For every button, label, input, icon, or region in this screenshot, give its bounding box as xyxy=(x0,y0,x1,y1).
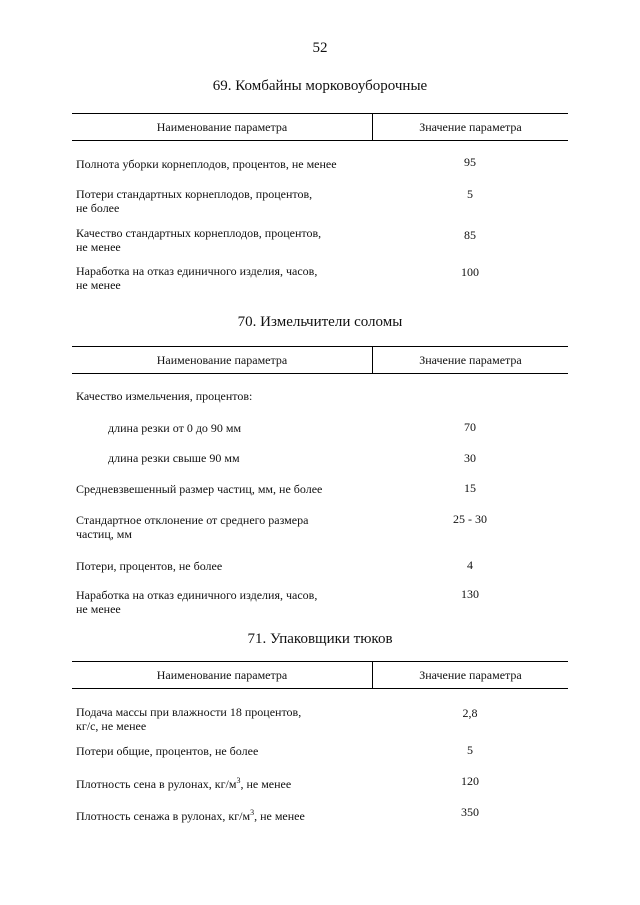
param-value: 4 xyxy=(467,558,473,572)
param-value: 95 xyxy=(464,155,476,169)
param-name-text: Плотность сена в рулонах, кг/м xyxy=(76,777,237,791)
param-name: Полнота уборки корнеплодов, процентов, не менее xyxy=(76,157,337,171)
param-value: 25 - 30 xyxy=(453,512,487,526)
param-name: Качество измельчения, процентов: xyxy=(76,389,253,403)
param-name xyxy=(76,264,366,292)
param-name xyxy=(76,187,366,215)
param-name-line: не менее xyxy=(76,602,121,616)
param-value: 120 xyxy=(461,774,479,788)
param-name-line: Подача массы при влажности 18 процентов, xyxy=(76,705,302,719)
param-name xyxy=(76,513,366,541)
param-name: Потери, процентов, не более xyxy=(76,559,223,573)
param-value: 5 xyxy=(467,187,473,201)
param-value: 85 xyxy=(464,228,476,242)
param-name-line: Потери стандартных корнеплодов, процентов, xyxy=(76,187,313,201)
param-name-line: не менее xyxy=(76,240,121,254)
header-name-cell: Наименование параметра xyxy=(72,347,373,373)
header-value-cell: Значение параметра xyxy=(419,120,522,134)
page-number: 52 xyxy=(312,40,328,56)
header-name-cell: Наименование параметра xyxy=(72,662,373,688)
param-name-line: Наработка на отказ единичного изделия, часов, xyxy=(76,588,318,602)
param-value: 100 xyxy=(461,265,479,279)
param-name: длина резки от 0 до 90 мм xyxy=(108,421,242,435)
param-name xyxy=(76,226,366,254)
header-value-cell: Значение параметра xyxy=(419,668,522,682)
section-70-header xyxy=(72,346,568,374)
param-value: 350 xyxy=(461,805,479,819)
param-name-line: частиц, мм xyxy=(76,527,132,541)
param-name: Потери общие, процентов, не более xyxy=(76,744,259,758)
header-value-cell: Значение параметра xyxy=(419,353,522,367)
param-name-line: кг/с, не менее xyxy=(76,719,147,733)
param-name-text: , не менее xyxy=(254,809,305,823)
header-name-cell: Наименование параметра xyxy=(72,114,373,140)
param-name xyxy=(76,588,366,616)
param-value: 30 xyxy=(464,451,476,465)
param-name-text: , не менее xyxy=(240,777,292,791)
param-name-line: Качество стандартных корнеплодов, процентов, xyxy=(76,226,322,240)
param-name-line: не менее xyxy=(76,278,121,292)
param-name-line: Стандартное отклонение от среднего размера xyxy=(76,513,309,527)
param-value: 15 xyxy=(464,481,476,495)
param-value: 2,8 xyxy=(462,706,478,720)
param-name-line: Наработка на отказ единичного изделия, часов, xyxy=(76,264,318,278)
param-value: 130 xyxy=(461,587,479,601)
param-name: Средневзвешенный размер частиц, мм, не более xyxy=(76,482,323,496)
param-name-text: Плотность сенажа в рулонах, кг/м xyxy=(76,809,251,823)
section-70-title: 70. Измельчители соломы xyxy=(237,314,403,330)
section-69-header xyxy=(72,113,568,141)
section-71-title: 71. Упаковщики тюков xyxy=(247,631,393,647)
param-value: 70 xyxy=(464,420,476,434)
param-name xyxy=(76,774,366,791)
param-name-line: не более xyxy=(76,201,120,215)
param-value: 5 xyxy=(467,743,473,757)
section-69-title: 69. Комбайны морковоуборочные xyxy=(212,78,428,94)
superscript: 3 xyxy=(250,808,255,817)
param-name: длина резки свыше 90 мм xyxy=(108,451,240,465)
section-71-header xyxy=(72,661,568,689)
param-name xyxy=(76,806,366,823)
superscript: 3 xyxy=(236,776,241,785)
param-name xyxy=(76,705,366,733)
